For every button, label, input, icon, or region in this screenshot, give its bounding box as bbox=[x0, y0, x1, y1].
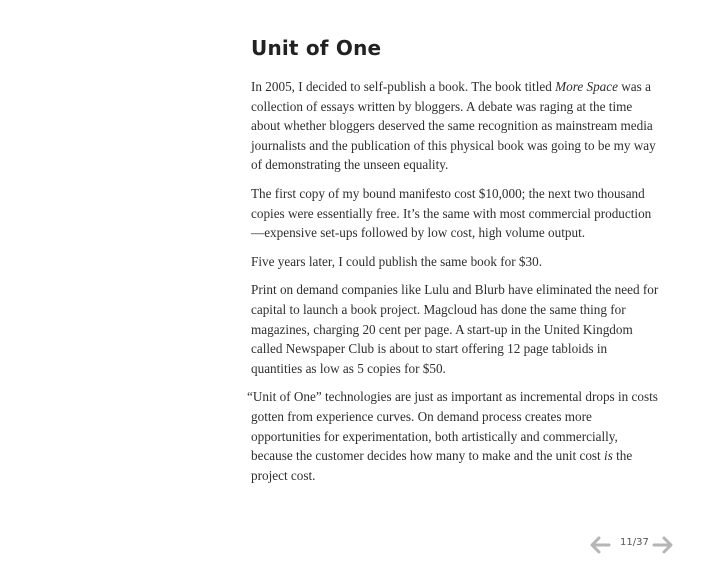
paragraph-2: The first copy of my bound manifesto cost $10,000; the next two thousand copies were essentially free. It’s the same with most commercial production—expensive set-ups followed by low cost, high volume output. bbox=[251, 185, 652, 241]
book-title-emphasis: More Space bbox=[555, 79, 618, 94]
page-number: 11/37 bbox=[620, 537, 649, 548]
arrow-right-icon bbox=[652, 536, 674, 554]
paragraph-5 bbox=[247, 387, 661, 485]
previous-page-button[interactable] bbox=[589, 534, 611, 556]
is-emphasis: is bbox=[604, 448, 613, 464]
paragraph-5-text-a: “Unit of One” technologies are just as important as incremental drops in costs gotten from experience curves. On demand process creates more opportunities for experimentation, both artistically and commercially, because the customer decides how many to make and the unit cost bbox=[247, 389, 658, 464]
next-page-button[interactable] bbox=[652, 534, 674, 556]
paragraph-1 bbox=[251, 77, 661, 175]
article-body bbox=[247, 77, 661, 494]
paragraph-1-text-a: In 2005, I decided to self-publish a book. The book titled bbox=[251, 79, 556, 94]
page-title: Unit of One bbox=[251, 36, 382, 60]
paragraph-1-text-b: was a collection of essays written by bloggers. A debate was raging at the time about whether bloggers deserved the same recognition as mainstream media journalists and the publication of this physical book was going to be my way of demonstrating the unseen equality. bbox=[251, 79, 656, 173]
paragraph-5-text-b: the project cost. bbox=[251, 448, 633, 483]
paragraph-3: Five years later, I could publish the same book for $30. bbox=[251, 253, 542, 269]
arrow-left-icon bbox=[589, 536, 611, 554]
paragraph-4: Print on demand companies like Lulu and Blurb have eliminated the need for capital to launch a book project. Magcloud has done the same thing for magazines, charging 20 cent per page. A start-up in the United Kingdom called Newspaper Club is about to start offering 12 page tabloids in quantities as low as 5 copies for $50. bbox=[251, 282, 659, 376]
